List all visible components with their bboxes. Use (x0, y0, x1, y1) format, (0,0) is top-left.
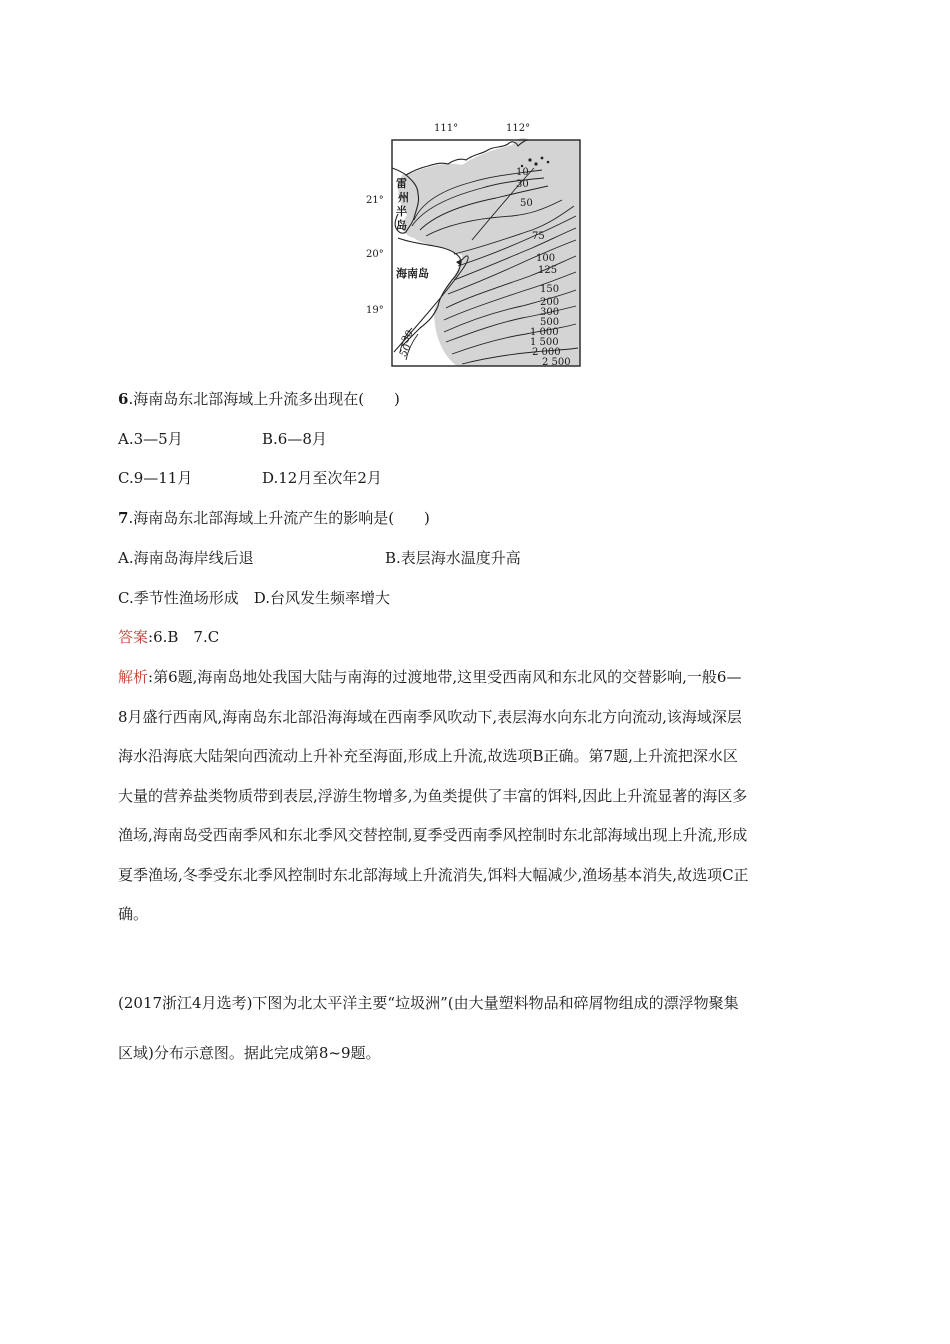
intro-line-2: 区域)分布示意图。据此完成第8~9题。 (118, 1044, 381, 1062)
contour-label-500: 500 (540, 317, 560, 328)
question-7-stem (118, 508, 430, 528)
question-6-number: 6 (118, 390, 129, 408)
contour-label-100: 100 (536, 253, 556, 264)
analysis-line-4: 大量的营养盐类物质带到表层,浮游生物增多,为鱼类提供了丰富的饵料,因此上升流显著的海区多 (118, 787, 748, 805)
small-contour-30: 30 (399, 328, 416, 346)
question-6-text: .海南岛东北部海域上升流多出现在( ) (128, 390, 400, 408)
hainan-island-label: 海南岛 (396, 267, 429, 280)
lat-label-21: 21° (366, 195, 384, 206)
question-7-number: 7 (118, 509, 129, 527)
map-drawing (362, 120, 612, 372)
lat-label-19: 19° (366, 305, 384, 316)
contour-label-150: 150 (540, 284, 560, 295)
peninsula-char-2: 州 (398, 191, 409, 204)
contour-label-75: 75 (532, 231, 545, 242)
question-7-text: .海南岛东北部海域上升流产生的影响是( ) (128, 509, 430, 527)
contour-label-50: 50 (520, 198, 533, 209)
analysis-line-3: 海水沿海底大陆架向西流动上升补充至海面,形成上升流,故选项B正确。第7题,上升流把深水区 (118, 747, 738, 765)
question-7-option-b: B.表层海水温度升高 (385, 549, 521, 567)
answer-line (118, 627, 219, 647)
peninsula-char-1: 雷 (396, 177, 407, 190)
answer-label: 答案 (118, 628, 149, 646)
analysis-line-7: 确。 (118, 905, 149, 923)
analysis-line-2: 8月盛行西南风,海南岛东北部沿海海域在西南季风吹动下,表层海水向东北方向流动,该海域深层 (118, 708, 742, 726)
contour-label-30: 30 (516, 179, 529, 190)
question-7-option-a: A.海南岛海岸线后退 (118, 549, 254, 567)
lon-label-112: 112° (506, 123, 531, 134)
peninsula-char-3: 半 (396, 205, 407, 218)
lat-label-20: 20° (366, 249, 384, 260)
contour-label-2500: 2 500 (542, 357, 571, 368)
question-6-option-b: B.6—8月 (262, 430, 327, 448)
contour-label-2000: 2 000 (532, 347, 561, 358)
question-6-option-a: A.3—5月 (118, 430, 183, 448)
peninsula-char-4: 岛 (396, 219, 407, 232)
analysis-line-1: 解析:第6题,海南岛地处我国大陆与南海的过渡地带,这里受西南风和东北风的交替影响,一般6— (118, 668, 742, 686)
answer-text: :6.B 7.C (148, 628, 220, 646)
contour-label-1500: 1 500 (530, 337, 559, 348)
intro-line-1: (2017浙江4月选考)下图为北太平洋主要“垃圾洲”(由大量塑料物品和碎屑物组成的漂浮物聚集 (118, 994, 739, 1012)
contour-label-300: 300 (540, 307, 560, 318)
contour-label-1000: 1 000 (530, 327, 559, 338)
lon-label-111: 111° (434, 123, 459, 134)
contour-label-125: 125 (538, 265, 558, 276)
contour-label-10: 10 (516, 167, 529, 178)
contour-label-200: 200 (540, 297, 560, 308)
analysis-line-5: 渔场,海南岛受西南季风和东北季风交替控制,夏季受西南季风控制时东北部海域出现上升流,形成 (118, 826, 748, 844)
question-6-stem (118, 389, 400, 409)
question-6-option-d: D.12月至次年2月 (262, 469, 382, 487)
analysis-label: 解析 (118, 668, 149, 686)
analysis-line-6: 夏季渔场,冬季受东北季风控制时东北部海域上升流消失,饵料大幅减少,渔场基本消失,故选项C正 (118, 866, 749, 884)
question-7-option-cd: C.季节性渔场形成 D.台风发生频率增大 (118, 589, 390, 607)
small-contour-50: 50 (397, 342, 414, 360)
contour-map-figure (362, 120, 612, 372)
question-6-option-c: C.9—11月 (118, 469, 193, 487)
